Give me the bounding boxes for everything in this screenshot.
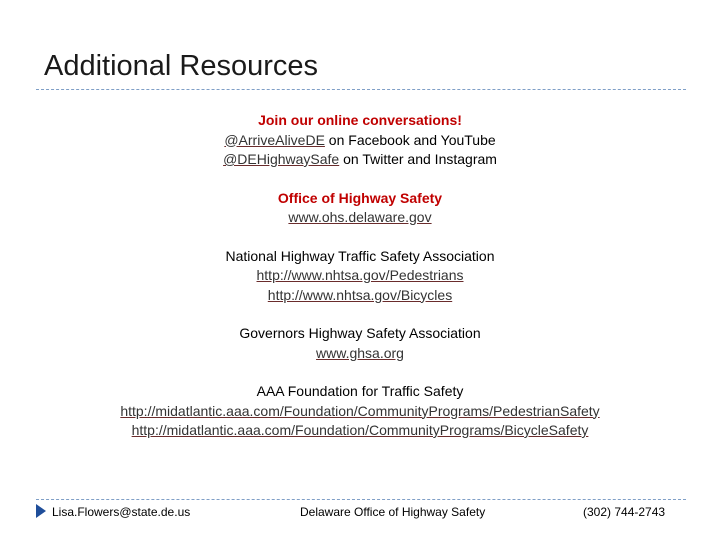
nhtsa-name: National Highway Traffic Safety Association (225, 247, 495, 264)
spacer (0, 228, 720, 247)
resources-content (0, 111, 720, 441)
arrow-bullet-icon (36, 504, 46, 518)
aaa-bicycle-link[interactable]: http://midatlantic.aaa.com/Foundation/CommunityPrograms/BicycleSafety (131, 422, 589, 438)
footer-divider (36, 499, 686, 500)
ghsa-link[interactable]: www.ghsa.org (316, 344, 404, 361)
nhtsa-pedestrians-link[interactable]: http://www.nhtsa.gov/Pedestrians (256, 267, 464, 283)
spacer (0, 305, 720, 324)
twitter-line (0, 150, 720, 170)
ohs-name: Office of Highway Safety (277, 189, 443, 206)
footer-org: Delaware Office of Highway Safety (300, 505, 486, 519)
twitter-line-text: on Twitter and Instagram (339, 151, 497, 167)
facebook-handle-link[interactable]: @ArriveAliveDE (224, 131, 325, 148)
facebook-line (0, 131, 720, 151)
footer-email: Lisa.Flowers@state.de.us (52, 505, 191, 519)
footer-phone: (302) 744-2743 (583, 505, 666, 519)
nhtsa-bicycles-link[interactable]: http://www.nhtsa.gov/Bicycles (267, 286, 453, 303)
spacer (0, 170, 720, 189)
conversations-heading: Join our online conversations! (258, 112, 462, 128)
header-divider (36, 89, 686, 90)
ohs-link[interactable]: www.ohs.delaware.gov (288, 209, 432, 225)
facebook-line-text: on Facebook and YouTube (324, 131, 496, 148)
aaa-pedestrian-link[interactable]: http://midatlantic.aaa.com/Foundation/CommunityPrograms/PedestrianSafety (120, 402, 600, 419)
ghsa-name: Governors Highway Safety Association (239, 325, 481, 341)
aaa-name: AAA Foundation for Traffic Safety (256, 383, 464, 399)
slide-title: Additional Resources (44, 50, 319, 82)
twitter-handle-link[interactable]: @DEHighwaySafe (223, 151, 340, 167)
spacer (0, 363, 720, 382)
